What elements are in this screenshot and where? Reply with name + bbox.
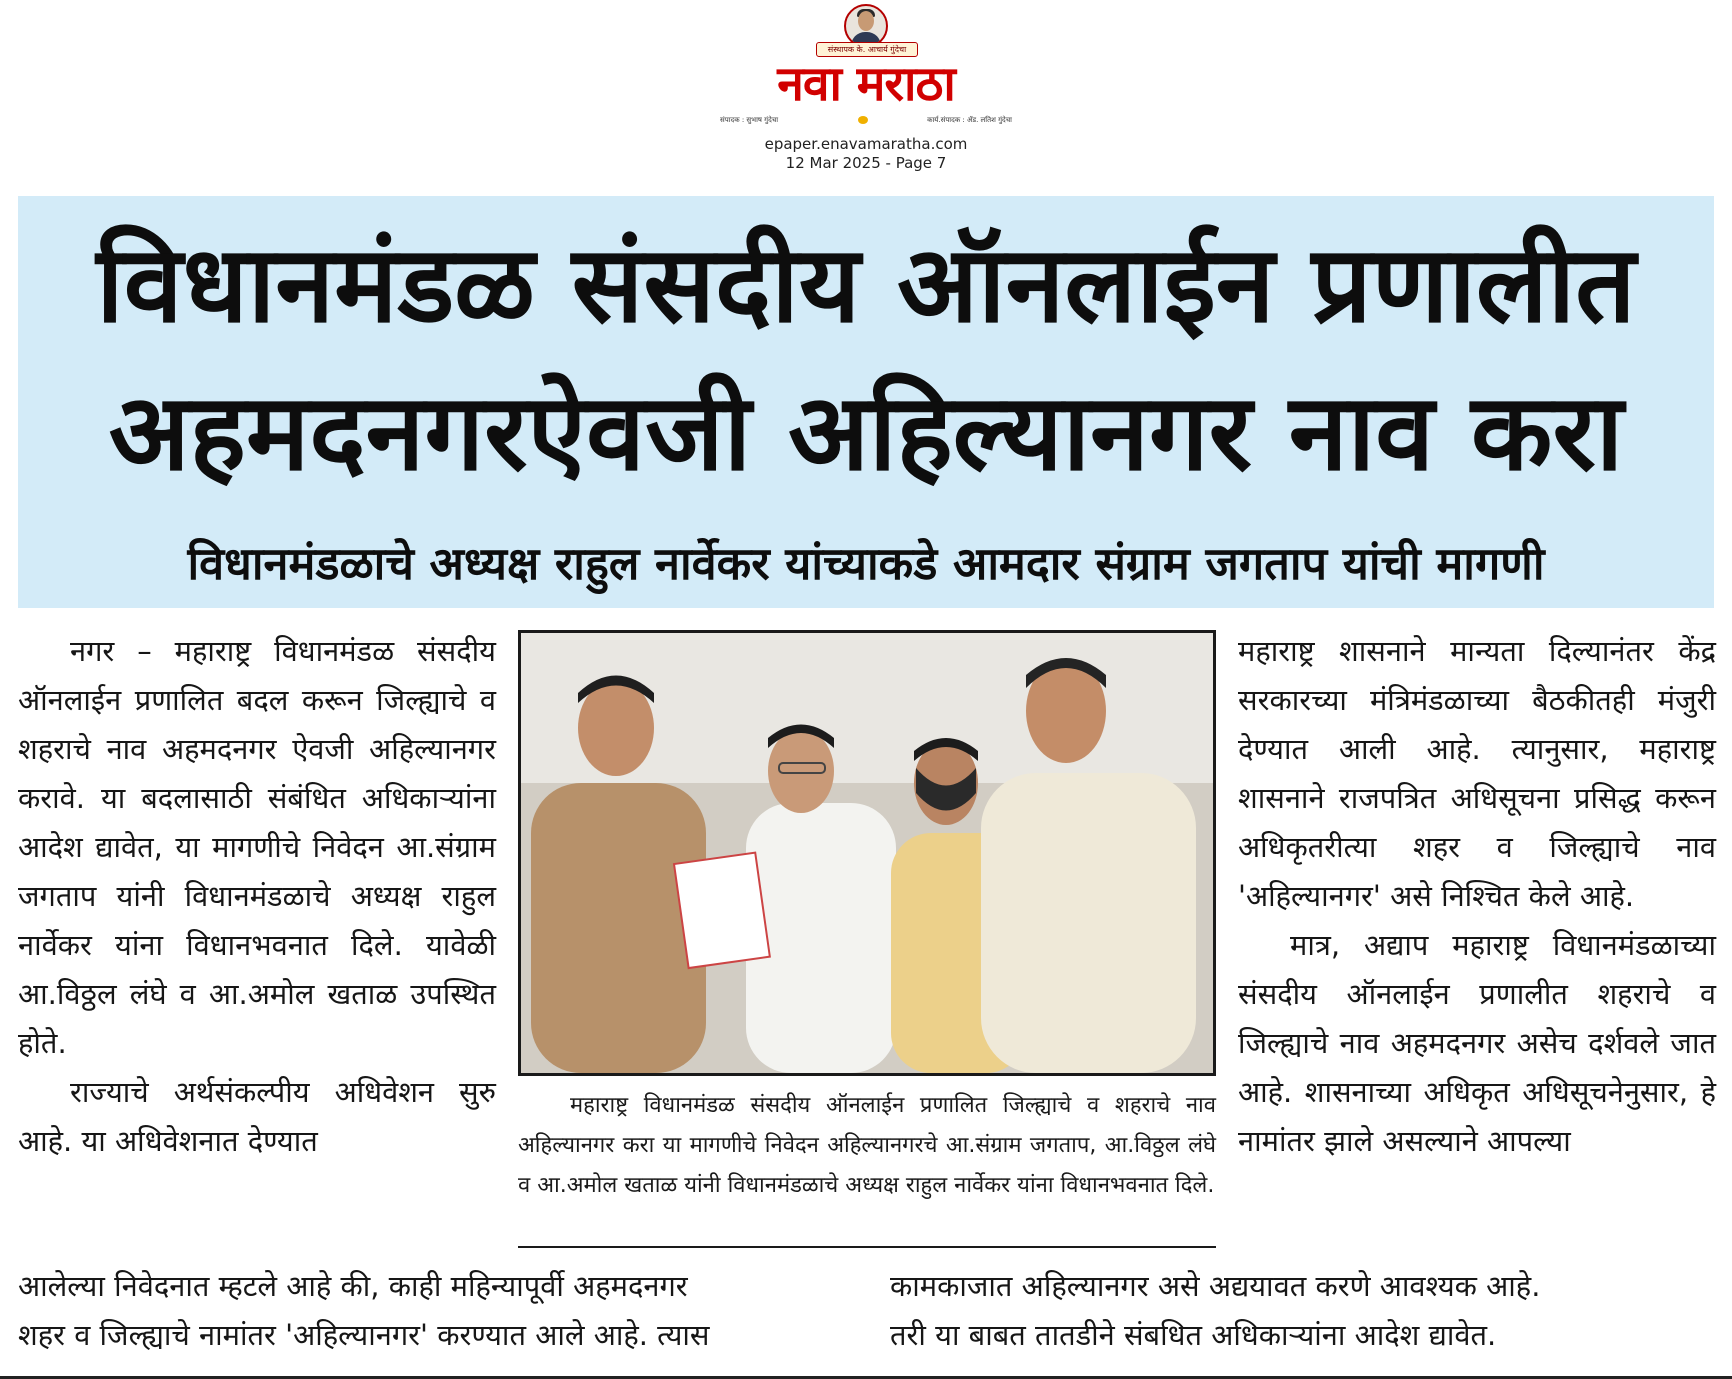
- editor-line: संपादक : सुभाष गुंदेचा: [720, 116, 779, 124]
- subheadline: विधानमंडळाचे अध्यक्ष राहुल नार्वेकर यांच्याकडे आमदार संग्राम जगताप यांची मागणी: [187, 537, 1545, 590]
- paragraph: नगर – महाराष्ट्र विधानमंडळ संसदीय ऑनलाईन प्रणालित बदल करून जिल्ह्याचे व शहराचे नाव अहमदनगर ऐवजी अहिल्यानगर करावे. या बदलासाठी संबंधित अधिकाऱ्यांना आदेश द्यावेत, या मागणीचे निवेदन आ.संग्राम जगताप यांनी विधानमंडळाचे अध्यक्ष राहुल नार्वेकर यांना विधानभवनात दिले. यावेळी आ.विठ्ठल लंघे व आ.अमोल खताळ उपस्थित होते.: [18, 634, 496, 1060]
- headline-line-1: विधानमंडळ संसदीय ऑनलाईन प्रणालीत: [96, 223, 1636, 346]
- bottom-right-line: तरी या बाबत तातडीने संबधित अधिकाऱ्यांना आदेश द्यावेत.: [890, 1318, 1497, 1352]
- caption-text: महाराष्ट्र विधानमंडळ संसदीय ऑनलाईन प्रणालित जिल्ह्याचे व शहराचे नाव अहिल्यानगर करा या मागणीचे निवेदन अहिल्यानगरचे आ.संग्राम जगताप, आ.विठ्ठल लंघे व आ.अमोल खताळ यांनी विधानमंडळाचे अध्यक्ष राहुल नार्वेकर यांना विधानभवनात दिले.: [518, 1093, 1216, 1198]
- logo-wordmark: नवा मराठा: [777, 56, 955, 112]
- masthead: [0, 0, 1732, 190]
- newspaper-logo[interactable]: [716, 4, 1016, 128]
- headline-band: [18, 196, 1714, 608]
- headline-line-2: अहमदनगरऐवजी अहिल्यानगर नाव करा: [108, 371, 1624, 494]
- logo-sun-icon: [858, 116, 868, 124]
- exec-editor-line: कार्य.संपादक : ॲड. लतिश गुंदेचा: [927, 116, 1012, 124]
- article-column-left: [18, 627, 496, 1158]
- bottom-left-line: आलेल्या निवेदनात म्हटले आहे की, काही महिन्यापूर्वी अहमदनगर: [18, 1269, 688, 1303]
- paragraph: मात्र, अद्याप महाराष्ट्र विधानमंडळाच्या संसदीय ऑनलाईन प्रणालीत शहराचे व जिल्ह्याचे नाव अहमदनगर असेच दर्शवले जात आहे. शासनाच्या अधिकृत अधिसूचनेनुसार, हे नामांतर झाले असल्याने आपल्या: [1238, 928, 1716, 1158]
- news-photo[interactable]: [518, 630, 1216, 1076]
- article-column-right: [1238, 627, 1716, 1233]
- founder-ribbon: संस्थापक के. आचार्य गुंदेचा: [816, 42, 918, 57]
- paragraph: राज्याचे अर्थसंकल्पीय अधिवेशन सुरु आहे. या अधिवेशनात देण्यात: [18, 1075, 496, 1158]
- caption-divider: [518, 1246, 1216, 1248]
- bottom-right-line: कामकाजात अहिल्यानगर असे अद्ययावत करणे आवश्यक आहे.: [890, 1269, 1541, 1303]
- paragraph: महाराष्ट्र शासनाने मान्यता दिल्यानंतर केंद्र सरकारच्या मंत्रिमंडळाच्या बैठकीतही मंजुरी देण्यात आली आहे. त्यानुसार, महाराष्ट्र शासनाने राजपत्रित अधिसूचना प्रसिद्ध करून अधिकृतरीत्या शहर व जिल्ह्याचे नाव 'अहिल्यानगर' असे निश्चित केले आहे.: [1238, 634, 1716, 913]
- site-url[interactable]: epaper.enavamaratha.com: [764, 135, 968, 153]
- photo-caption: [518, 1086, 1216, 1206]
- bottom-left-line: शहर व जिल्ह्याचे नामांतर 'अहिल्यानगर' करण्यात आले आहे. त्यास: [18, 1318, 710, 1352]
- photo-illustration: [521, 633, 1213, 1073]
- logo-credits: [716, 114, 1016, 126]
- date-page: 12 Mar 2025 - Page 7: [785, 154, 947, 172]
